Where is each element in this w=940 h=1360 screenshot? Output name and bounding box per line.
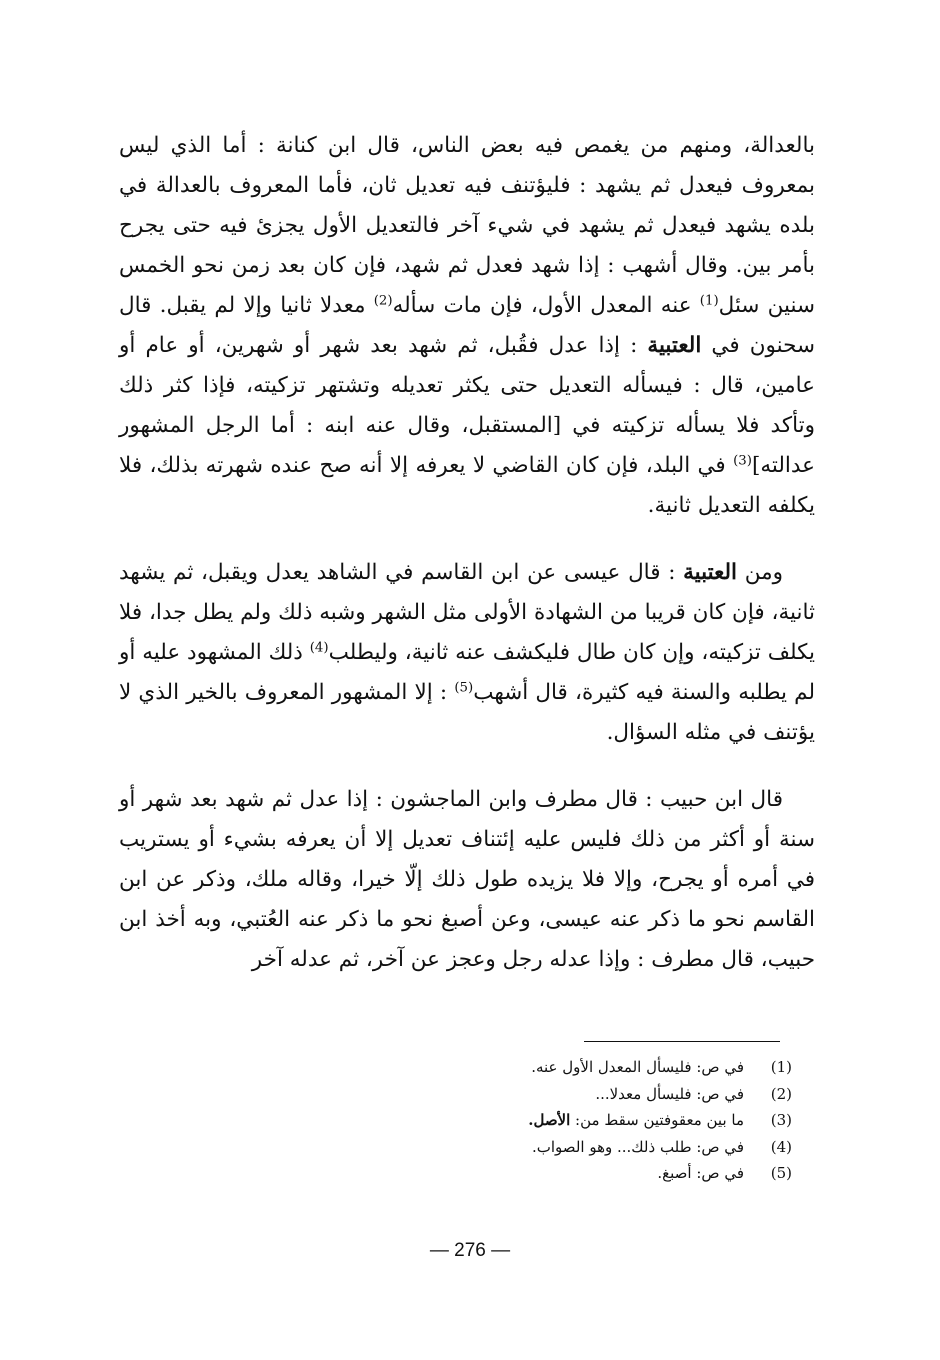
text-run: : إذا عدل فقُبل، ثم شهد بعد شهر أو شهرين، أو عام أو عامين، قال : فيسأله التعديل حتى يكثر تعديله وتشتهر تزكيته، فإذا كثر ذلك وتأكد فلا يسأله تزكيته في [المستقبل، وقال عنه ابنه : أما الرجل المشهور عدالته] [119, 333, 815, 478]
footnote-divider [584, 1041, 780, 1042]
paragraph-3 [119, 780, 815, 980]
footnote-number: (3) [770, 1111, 792, 1129]
text-run: في ص: طلب ذلك... وهو الصواب. [532, 1137, 744, 1156]
footnote-5 [332, 1160, 792, 1187]
text-run: : إلا المشهور المعروف بالخير الذي لا يؤتنف في مثله السؤال. [119, 680, 815, 745]
bold-term: العتبية [683, 560, 738, 585]
text-run: معدلا ثانيا وإلا لم يقبل. قال سحنون في [119, 293, 815, 358]
footnotes [332, 1054, 792, 1187]
text-run: بالعدالة، ومنهم من يغمص فيه بعض الناس، قال ابن كنانة : أما الذي ليس بمعروف فيعدل ثم يشهد : فليؤتنف فيه تعديل ثان، فأما المعروف بالعدالة في بلده يشهد فيعدل ثم يشهد في شيء آخر فالتعديل الأول يجزئ فيه حتى يجرح بأمر بين. وقال أشهب : إذا شهد فعدل ثم شهد، فإن كان بعد زمن نحو الخمس سنين سئل [119, 133, 816, 318]
footnote-ref: (5) [454, 680, 474, 696]
text-run: في ص: أصبغ. [657, 1164, 744, 1182]
page-number: — 276 — [429, 1240, 511, 1261]
bold-term: الأصل. [528, 1111, 571, 1129]
footnote-2 [332, 1081, 792, 1108]
bold-term: العتبية [647, 333, 702, 358]
text-run: في البلد، فإن كان القاضي لا يعرفه إلا أنه صح عنده شهرته بذلك، فلا يكلفه التعديل ثانية. [119, 453, 815, 518]
footnote-ref: (3) [733, 453, 752, 469]
footnote-4 [332, 1134, 792, 1161]
footnote-number: (4) [770, 1137, 792, 1156]
text-run: ذلك المشهود عليه أو لم يطلبه والسنة فيه كثيرة، قال أشهب [119, 640, 815, 705]
footnote-ref: (2) [373, 293, 393, 309]
footnote-number: (2) [770, 1084, 792, 1103]
paragraph-1 [119, 126, 815, 526]
footnote-1 [332, 1054, 792, 1081]
footnote-ref: (4) [309, 640, 329, 656]
text-run: في ص: فليسأل المعدل الأول عنه. [531, 1058, 744, 1076]
paragraph-2 [119, 553, 815, 753]
footnote-number: (1) [770, 1058, 792, 1076]
text-run: قال ابن حبيب : قال مطرف وابن الماجشون : إذا عدل ثم شهد بعد شهر أو سنة أو أكثر من ذلك فليس عليه إئتناف تعديل إلا أن يعرفه بشيء أو يستريب في أمره أو يجرح، وإلا فلا يزيده طول ذلك إلّا خيرا، وقاله ملك، وذكر عن ابن القاسم نحو ما ذكر عنه عيسى، وعن أصبغ نحو ما ذكر عنه العُتبي، وبه أخذ ابن حبيب، قال مطرف : وإذا عدله رجل وعجز عن آخر، ثم عدله آخر [119, 787, 815, 972]
text-run: ومن [737, 560, 783, 585]
text-run: عنه المعدل الأول، فإن مات سأله [392, 293, 700, 318]
text-run: ما بين معقوفتين سقط من: [570, 1111, 744, 1129]
footnote-3 [332, 1107, 792, 1134]
footnote-number: (5) [770, 1164, 792, 1182]
text-run: في ص: فليسأل معدلا... [595, 1084, 744, 1103]
main-text [119, 126, 815, 980]
text-run: : قال عيسى عن ابن القاسم في الشاهد يعدل ويقبل، ثم يشهد ثانية، فإن كان قريبا من الشهادة الأولى مثل الشهر وشبه ذلك ولم يطل جدا، فلا يكلف تزكيته، وإن كان طال فليكشف عنه ثانية، وليطلب [119, 560, 816, 665]
footnote-ref: (1) [699, 293, 719, 309]
